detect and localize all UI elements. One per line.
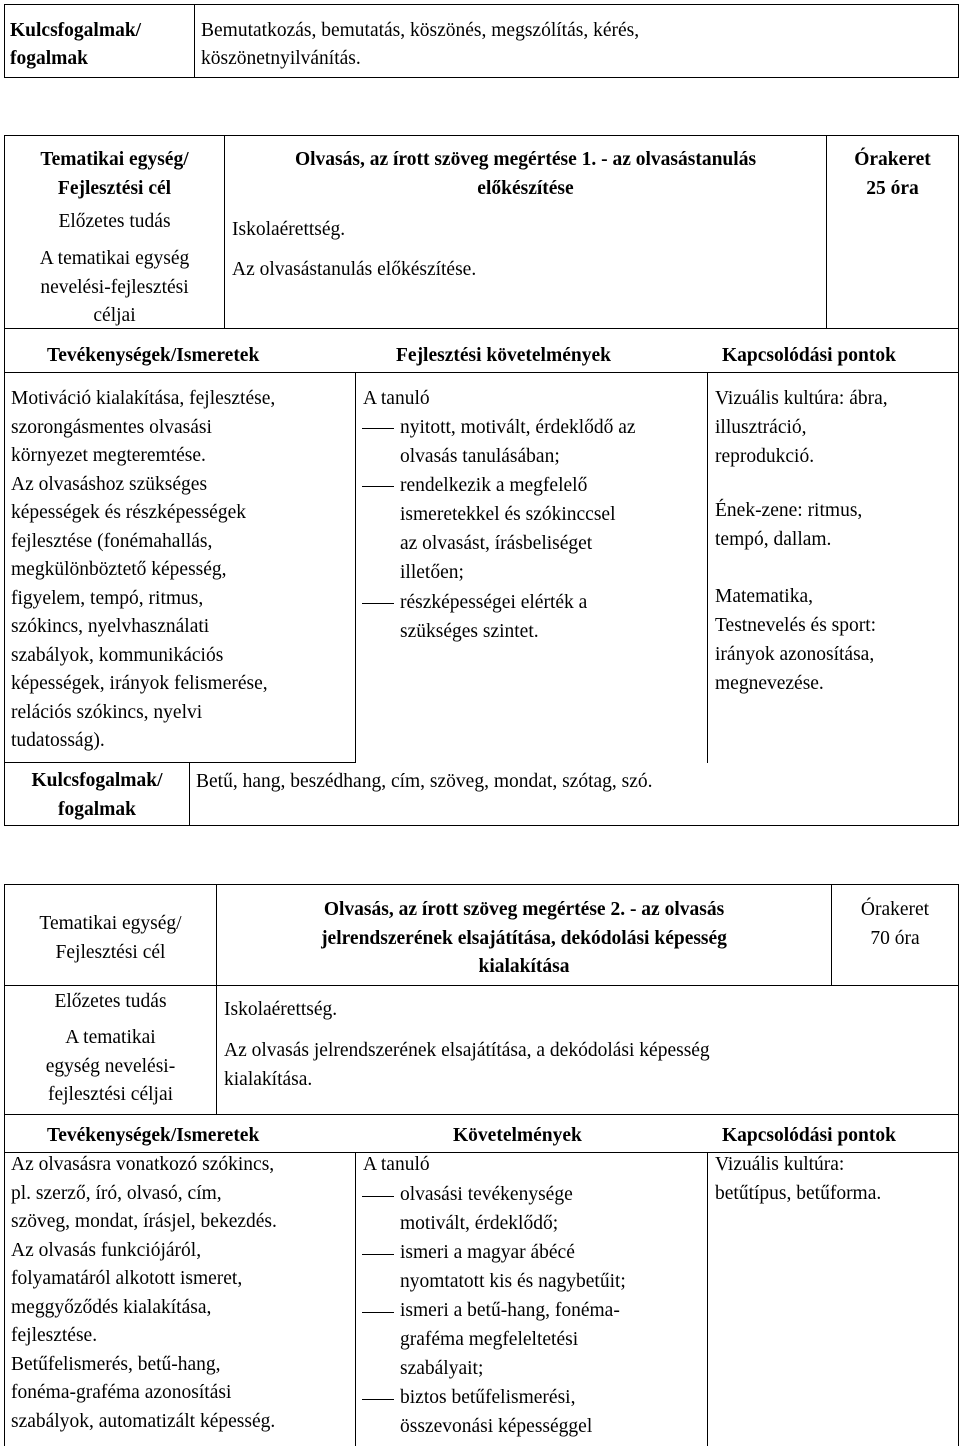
unit2-header-kapcsolodasi: Kapcsolódási pontok bbox=[722, 1125, 896, 1146]
list-item: szabályait; bbox=[400, 1358, 484, 1379]
list-item: biztos betűfelismerési, bbox=[400, 1387, 576, 1408]
list-item: Testnevelés és sport: bbox=[715, 615, 877, 636]
kulcsfogalmak-label: fogalmak bbox=[10, 48, 88, 69]
orakeret-value: 25 óra bbox=[866, 177, 919, 199]
unit1-elozetes-label: Előzetes tudás bbox=[58, 211, 171, 232]
list-item: graféma megfeleltetési bbox=[400, 1329, 579, 1350]
dash-bullet bbox=[362, 1399, 394, 1400]
list-item: ismeri a betű-hang, fonéma- bbox=[400, 1300, 620, 1321]
unit2-req-intro: A tanuló bbox=[363, 1154, 430, 1175]
dash-bullet bbox=[362, 486, 394, 487]
unit1-req-intro: A tanuló bbox=[363, 388, 430, 409]
unit2-orakeret bbox=[832, 896, 958, 953]
unit2-elozetes-text: Iskolaérettség. bbox=[224, 999, 338, 1020]
unit2-activities: Az olvasásra vonatkozó szókincs, pl. szerző, író, olvasó, cím, szöveg, mondat, írásjel, bekezdés. Az olvasás funkciójáról, folyamatáról alkotott ismeret, meggyőződés kialakítása, fejlesztése. Betűfelismerés, betű-hang, fonéma-graféma azonosítási szabályok, automatizált képesség. bbox=[11, 1154, 277, 1432]
list-item: olvasás tanulásában; bbox=[400, 446, 560, 467]
kulcsfogalmak-text: köszönetnyilvánítás. bbox=[201, 48, 361, 69]
unit2-elozetes-label: Előzetes tudás bbox=[54, 991, 167, 1012]
list-item: ismeri a magyar ábécé bbox=[400, 1242, 575, 1263]
list-item: az olvasást, írásbeliséget bbox=[400, 533, 593, 554]
list-item: nyomtatott kis és nagybetűit; bbox=[400, 1271, 626, 1292]
list-item: nyitott, motivált, érdeklődő az bbox=[400, 417, 636, 438]
list-item: ismeretekkel és szókinccsel bbox=[400, 504, 616, 525]
unit2-celok-label: A tematikai egység nevelési- fejlesztési céljai bbox=[45, 1027, 176, 1105]
unit1-header-kovetelmenyek: Fejlesztési követelmények bbox=[396, 345, 611, 366]
kulcsfogalmak-text: Bemutatkozás, bemutatás, köszönés, megszólítás, kérés, bbox=[201, 20, 640, 41]
list-item: szükséges szintet. bbox=[400, 621, 539, 642]
dash-bullet bbox=[362, 1196, 394, 1197]
unit1-kulcsfogalmak-label: Kulcsfogalmak/ fogalmak bbox=[31, 770, 163, 820]
list-item: Vizuális kultúra: bbox=[715, 1154, 845, 1175]
list-item: betűtípus, betűforma. bbox=[715, 1183, 882, 1204]
list-item: Matematika, bbox=[715, 586, 814, 607]
unit2-celok-text: kialakítása. bbox=[224, 1069, 313, 1090]
list-item: irányok azonosítása, bbox=[715, 644, 875, 665]
list-item: illusztráció, bbox=[715, 417, 807, 438]
unit1-celok-label: A tematikai egység nevelési-fejlesztési céljai bbox=[39, 248, 190, 326]
orakeret-label: Órakeret bbox=[860, 899, 930, 920]
list-item: Vizuális kultúra: ábra, bbox=[715, 388, 888, 409]
list-item: illetően; bbox=[400, 562, 464, 583]
kulcsfogalmak-label: Kulcsfogalmak/ bbox=[10, 20, 142, 41]
list-item: rendelkezik a megfelelő bbox=[400, 475, 588, 496]
unit2-celok-text: Az olvasás jelrendszerének elsajátítása, a dekódolási képesség bbox=[224, 1040, 710, 1061]
list-item: olvasási tevékenysége bbox=[400, 1184, 573, 1205]
unit1-elozetes-text: Iskolaérettség. bbox=[232, 219, 346, 240]
list-item: motivált, érdeklődő; bbox=[400, 1213, 559, 1234]
list-item: összevonási képességgel bbox=[400, 1416, 593, 1437]
unit1-celok-text: Az olvasástanulás előkészítése. bbox=[232, 259, 477, 280]
list-item: Ének-zene: ritmus, bbox=[715, 500, 863, 521]
list-item: részképességei elérték a bbox=[400, 592, 588, 613]
orakeret-value: 70 óra bbox=[870, 927, 920, 949]
dash-bullet bbox=[362, 428, 394, 429]
unit1-tematikai-label: Tematikai egység/ Fejlesztési cél bbox=[40, 149, 189, 199]
orakeret-label: Órakeret bbox=[854, 149, 931, 170]
unit1-kulcsfogalmak-text: Betű, hang, beszédhang, cím, szöveg, mondat, szótag, szó. bbox=[196, 771, 653, 792]
dash-bullet bbox=[362, 603, 394, 604]
dash-bullet bbox=[362, 1254, 394, 1255]
unit1-activities: Motiváció kialakítása, fejlesztése, szorongásmentes olvasási környezet megteremtése. Az olvasáshoz szükséges képességek és részképességek fejlesztése (fonémahallás, megkülönböztető képesség, figyelem, tempó, ritmus, szókincs, nyelvhasználati szabályok, kommunikációs képességek, irányok felismerése, relációs szókincs, nyelvi tudatosság). bbox=[11, 388, 276, 751]
unit1-header-tevekenysegek: Tevékenységek/Ismeretek bbox=[47, 345, 260, 366]
list-item: megnevezése. bbox=[715, 673, 824, 694]
unit1-orakeret bbox=[827, 146, 958, 203]
list-item: tempó, dallam. bbox=[715, 529, 832, 550]
unit2-tematikai-label: Tematikai egység/ Fejlesztési cél bbox=[39, 913, 182, 963]
unit2-title: Olvasás, az írott szöveg megértése 2. - az olvasás jelrendszerének elsajátítása, dekódolási képesség kialakítása bbox=[321, 899, 727, 977]
unit2-header-kovetelmenyek: Követelmények bbox=[453, 1125, 582, 1146]
unit2-header-tevekenysegek: Tevékenységek/Ismeretek bbox=[47, 1125, 260, 1146]
unit1-title: Olvasás, az írott szöveg megértése 1. - az olvasástanulás előkészítése bbox=[294, 149, 757, 199]
list-item: reprodukció. bbox=[715, 446, 815, 467]
unit1-header-kapcsolodasi: Kapcsolódási pontok bbox=[722, 345, 896, 366]
dash-bullet bbox=[362, 1312, 394, 1313]
